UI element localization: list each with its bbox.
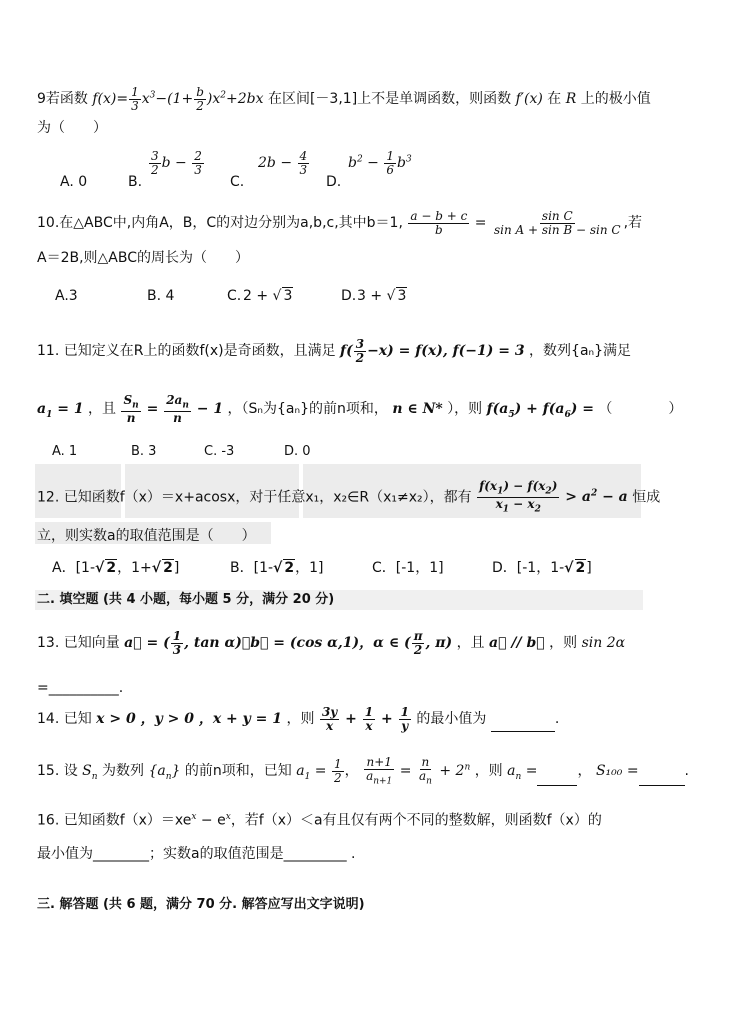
- q9-text-d: 上的极小值: [580, 91, 651, 108]
- q11-option-a: A. 1: [52, 444, 78, 459]
- q12-text-a: 12. 已知函数f（x）＝x+acosx，对于任意x₁，x₂∈R（x₁≠x₂），都有: [37, 489, 472, 506]
- q12-option-a: A．[1-: [52, 560, 95, 576]
- q15-text-d: ，则: [474, 763, 503, 780]
- q11-line2-a: ，且: [88, 401, 117, 418]
- q11-line2-b: ，（Sₙ为{aₙ}的前n项和，: [227, 401, 388, 418]
- q9-line2: 为（ ）: [37, 120, 107, 136]
- q10-option-d: D.: [341, 288, 357, 304]
- q11-text-b: ，数列{aₙ}满足: [529, 343, 632, 360]
- q15-blank-2: [639, 785, 685, 786]
- q16-line1: 16. 已知函数$f(x)=xe^x - e^x$，若f（x）＜a有且仅有两个不同的整数解，则函数f（x）的: [37, 812, 602, 829]
- q9-text-b: 在区间[－3,1]上不是单调函数，则函数: [267, 91, 512, 108]
- q9-text-a: 9若函数: [37, 91, 88, 108]
- q11-line2: $a_1 = 1$ ，且 $\frac{S_n}{n}$ = $\frac{2a_n}{n}$ − 1 ，（Sₙ为{aₙ}的前n项和， n ∈ N* ），则 $f(a_5) + f(a_6)$ = （ ）: [37, 393, 683, 425]
- q16-line2: 最小值为________；实数a的取值范围是_________ .: [37, 846, 356, 862]
- section3-heading: 三. 解答题 (共 6 题，满分 70 分. 解答应写出文字说明): [37, 897, 365, 912]
- q11-option-d: D. 0: [284, 444, 311, 459]
- q12-option-d: D．[-1，1-: [492, 560, 565, 576]
- q16-line1-b: ，若f（x）＜a有且仅有两个不同的整数解，则函数f（x）的: [230, 812, 602, 829]
- q12-line2: 立，则实数a的取值范围是（ ）: [37, 528, 256, 544]
- q11-line2-c: ），则: [447, 401, 483, 418]
- q13-line1: 13. 已知向量 a⃗ = ( $\frac{1}{3}$ , tan α)，b⃗ = (cos α,1)，α ∈ ( $\frac{\pi}{2}$ , π) ，且 a⃗ // b⃗ ，则 sin 2α: [37, 629, 626, 657]
- q9-option-b-expr: $\frac{3}{2}$ b − $\frac{2}{3}$: [151, 149, 202, 177]
- q9-option-a: A. 0: [60, 174, 88, 190]
- q14-text-a: 14. 已知: [37, 711, 92, 728]
- q12-line1: [37, 480, 660, 515]
- q13-text-a: 13. 已知向量: [37, 635, 120, 652]
- q13-text-c: ，则: [549, 635, 578, 652]
- q11-option-b: B. 3: [131, 444, 157, 459]
- q15-s100: S₁₀₀ =: [595, 763, 639, 780]
- q9-option-c-expr: 2b − $\frac{4}{3}$: [258, 149, 308, 177]
- q13-line2: =__________.: [37, 680, 124, 696]
- q14-blank: [491, 731, 555, 732]
- q14-text-b: 的最小值为: [416, 711, 487, 728]
- q15-line: 15. 设 $S_n$ 为数列 $\{a_n\}$ 的前n项和，已知 $a_1$ = $\frac{1}{2}$ ， $\frac{n+1}{a_{n+1}}$ = $\frac{n}{a_n}$ + $2^n$ ，则 $a_n$ = ， S₁₀₀ = .: [37, 755, 689, 786]
- q10-text-a: 10.在△ABC中,内角A，B，C的对边分别为a,b,c,其中b＝1,: [37, 215, 403, 232]
- q15-text-a: 15. 设: [37, 763, 78, 780]
- q15-blank-1: [537, 785, 577, 786]
- q12-text-b: 恒成: [632, 489, 661, 506]
- q9-text-c: 在: [547, 91, 562, 108]
- q9-formula: f(x)= $\frac{1}{3}$ $x^3-(1+$ $\frac{b}{2}$ )$x^2+2bx$: [92, 85, 264, 113]
- q10-line1: [37, 210, 642, 236]
- q11-text-a: 11. 已知定义在R上的函数f(x)是奇函数，且满足: [37, 343, 336, 360]
- q11-option-c: C. -3: [204, 444, 235, 459]
- q13-text-b: ，且: [456, 635, 485, 652]
- q9-option-b: B.: [128, 174, 143, 190]
- q16-line1-a: 16. 已知函数f（x）＝xe: [37, 812, 192, 829]
- q9-option-d-expr: $b^2$ − $\frac{1}{6}$ $b^3$: [348, 149, 412, 177]
- q9-option-c: C.: [230, 174, 245, 190]
- section2-heading: 二. 填空题 (共 4 小题，每小题 5 分，满分 20 分): [37, 592, 335, 607]
- q12-option-b: B．[1-: [230, 560, 274, 576]
- q12-option-c: C．[-1，1]: [372, 560, 444, 576]
- q10-option-b: B. 4: [147, 288, 175, 304]
- q10-formula: $\frac{a - b + c}{b}$ = $\frac{\text{sin C}}{\text{sin A + sin B − sin C}}$: [410, 209, 621, 237]
- q12-formula: $\frac{f(x_1) - f(x_2)}{x_1 - x_2}$ > $a^2 - a$: [479, 479, 628, 515]
- q10-option-a: A.3: [55, 288, 78, 304]
- q14-line: 14. 已知 x > 0 ，y > 0 ，x + y = 1 ，则 $\frac{3y}{x}$ + $\frac{1}{x}$ + $\frac{1}{y}$ 的最小值为 .: [37, 705, 560, 733]
- q10-option-c: C.: [227, 288, 242, 304]
- q9-line1: 9若函数 f(x)= $\frac{1}{3}$ $x^3-(1+$ $\frac{b}{2}$ )$x^2+2bx$ 在区间[－3,1]上不是单调函数，则函数 f′(x) 在 R 上的极小值: [37, 85, 651, 113]
- q10-text-b: ,若: [623, 215, 643, 232]
- q15-text-b: 为数列: [102, 763, 145, 780]
- q11-line1: [37, 338, 631, 364]
- q15-text-c: 的前n项和，已知: [184, 763, 292, 780]
- q11-formula: f( $\frac{3}{2}$ −x) = f(x), f(−1) = 3: [340, 337, 525, 365]
- q11-line2-d: （ ）: [598, 401, 683, 418]
- q10-line2: A＝2B,则△ABC的周长为（ ）: [37, 250, 250, 266]
- q9-option-d: D.: [326, 174, 342, 190]
